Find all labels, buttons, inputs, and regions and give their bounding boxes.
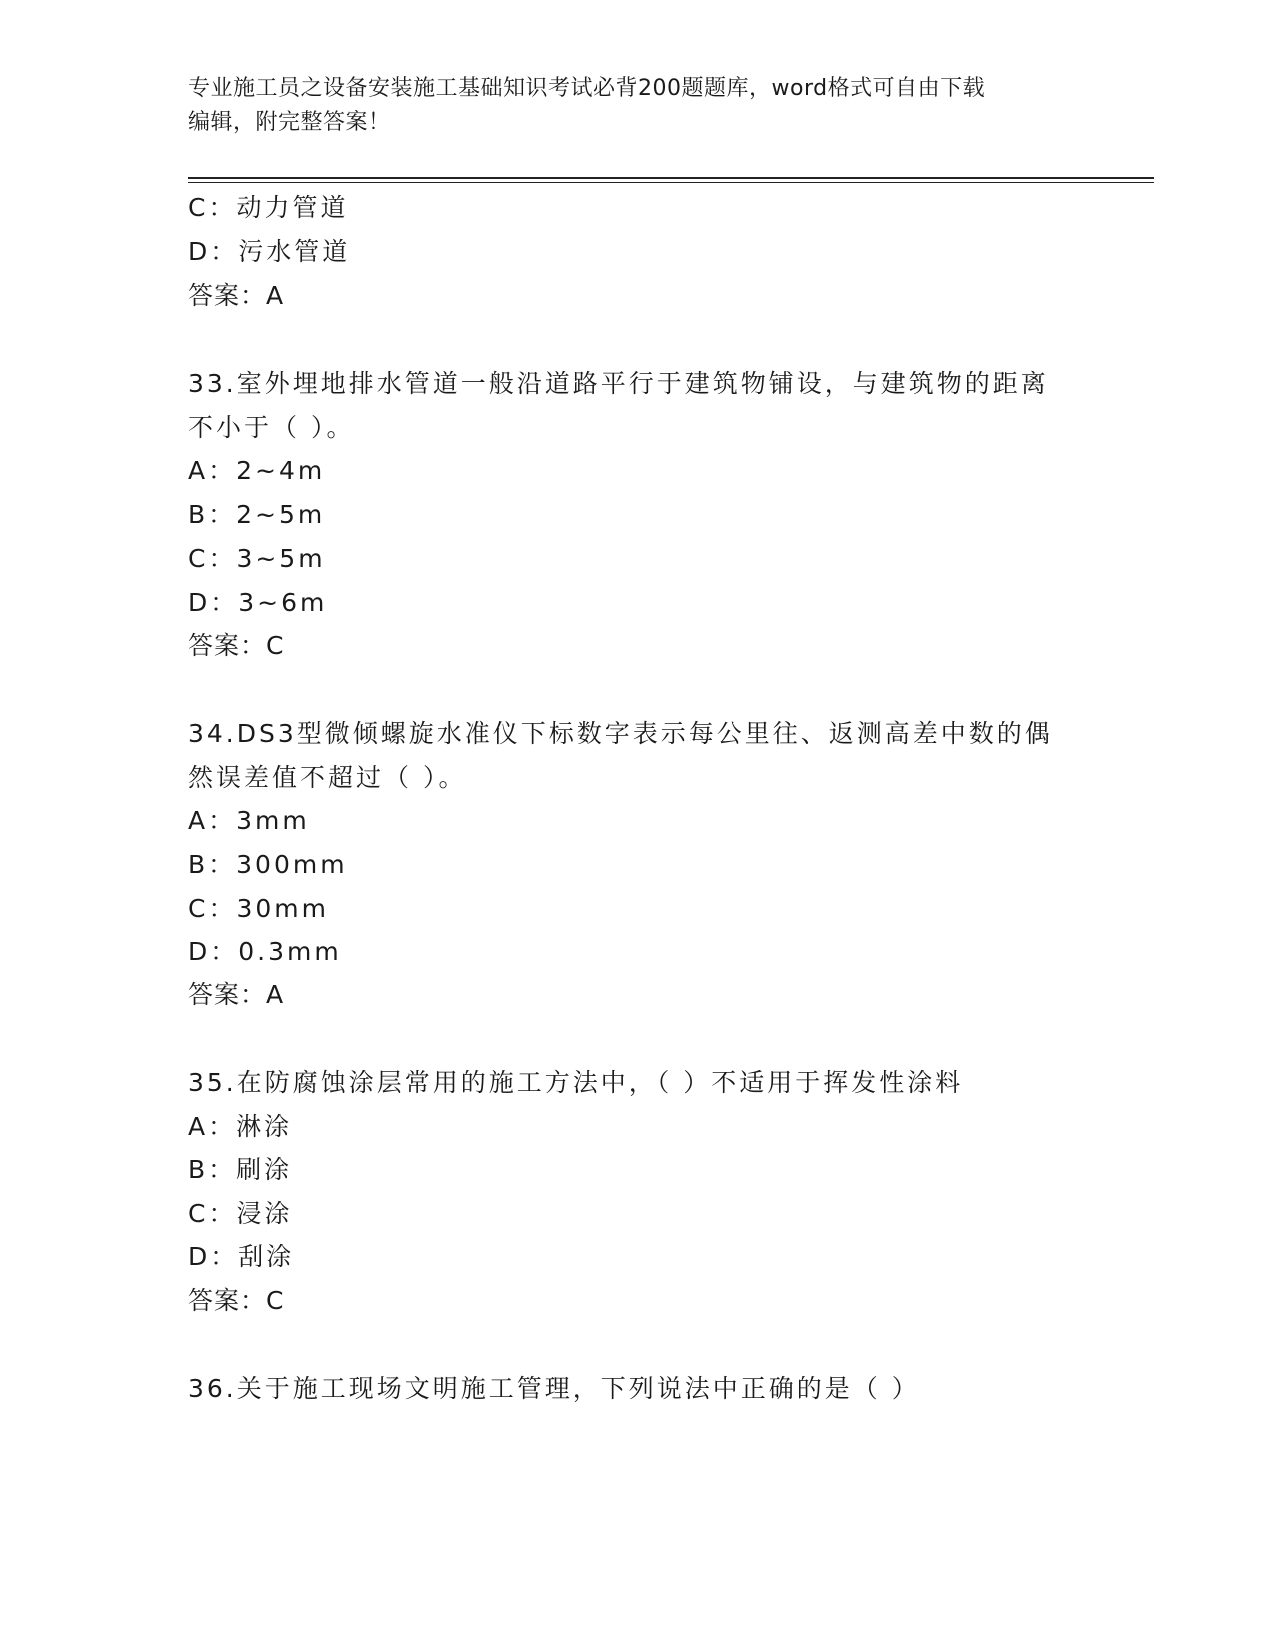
header-line-2: 编辑，附完整答案！ xyxy=(188,110,391,135)
q33-option-b: B：2~5m xyxy=(188,500,326,529)
q34-option-c: C：30mm xyxy=(188,894,329,923)
q35-answer: 答案：C xyxy=(188,1286,285,1315)
q35-option-b: B：刷涂 xyxy=(188,1155,293,1184)
q32-option-c: C：动力管道 xyxy=(188,193,349,222)
q33-answer: 答案：C xyxy=(188,631,285,660)
q33-option-d: D：3~6m xyxy=(188,588,328,617)
q33-stem-line-2: 不小于（ ）。 xyxy=(188,413,355,442)
q36-stem-line-1: 36.关于施工现场文明施工管理，下列说法中正确的是（ ） xyxy=(188,1374,920,1403)
q34-stem-line-2: 然误差值不超过（ ）。 xyxy=(188,763,467,792)
q33-option-a: A：2~4m xyxy=(188,456,326,485)
q34-answer: 答案：A xyxy=(188,980,285,1009)
q33-option-c: C：3~5m xyxy=(188,544,326,573)
header-divider-thin xyxy=(188,182,1154,183)
q34-option-b: B：300mm xyxy=(188,850,348,879)
q32-answer: 答案：A xyxy=(188,281,285,310)
q35-stem-line-1: 35.在防腐蚀涂层常用的施工方法中，（ ）不适用于挥发性涂料 xyxy=(188,1068,964,1097)
q35-option-d: D：刮涂 xyxy=(188,1242,295,1271)
q34-option-d: D：0.3mm xyxy=(188,937,342,966)
q32-option-d: D：污水管道 xyxy=(188,237,351,266)
document-header xyxy=(188,72,1088,140)
q35-option-c: C：浸涂 xyxy=(188,1199,293,1228)
header-line-1: 专业施工员之设备安装施工基础知识考试必背200题题库，word格式可自由下载 xyxy=(188,76,986,101)
q34-option-a: A：3mm xyxy=(188,806,310,835)
header-divider-thick xyxy=(188,177,1154,179)
q33-stem-line-1: 33.室外埋地排水管道一般沿道路平行于建筑物铺设，与建筑物的距离 xyxy=(188,369,1049,398)
q35-option-a: A：淋涂 xyxy=(188,1112,293,1141)
q34-stem-line-1: 34.DS3型微倾螺旋水准仪下标数字表示每公里往、返测高差中数的偶 xyxy=(188,719,1053,748)
